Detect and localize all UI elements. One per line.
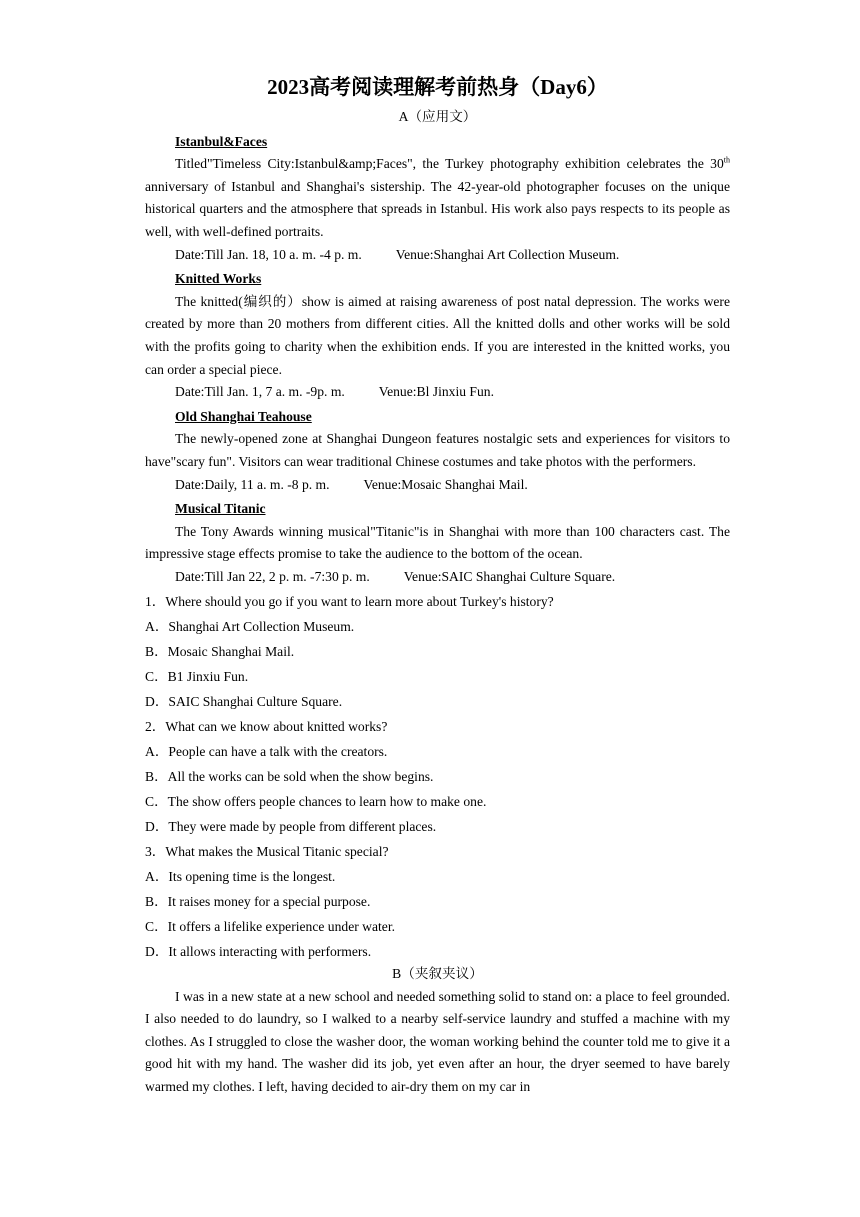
option-1a: A．Shanghai Art Collection Museum. (145, 619, 355, 635)
item-venue: Venue:SAIC Shanghai Culture Square. (403, 568, 616, 584)
item-info-titanic (175, 566, 730, 589)
item-desc-titanic: The Tony Awards winning musical"Titanic"is in Shanghai with more than 100 characters cast. The impressive stage effects promise to take the audience to the bottom of the ocean. (145, 523, 730, 562)
option-1c: C．B1 Jinxiu Fun. (145, 669, 249, 685)
option-1b: B．Mosaic Shanghai Mail. (145, 644, 295, 660)
item-title-knitted: Knitted Works (175, 271, 262, 287)
passage-a-label: A（应用文） (398, 109, 477, 124)
item-info-knitted (175, 381, 730, 404)
item-info-istanbul (175, 244, 730, 267)
option-2a: A．People can have a talk with the creators. (145, 744, 388, 760)
document-page (145, 72, 730, 1099)
passage-b-text: I was in a new state at a new school and needed something solid to stand on: a place to feel grounded. I also needed to do laundry, so I walked to a nearby self-service laundry and stuffed a machine with my clothes. As I struggled to close the washer door, the woman working behind the counter told me to give it a good hit with my hand. The washer did its job, yet even after an hour, the dryer seemed to have barely warmed my clothes. I left, having decided to air-dry them on my car in (145, 988, 730, 1095)
item-venue: Venue:Shanghai Art Collection Museum. (395, 246, 620, 262)
option-3a: A．Its opening time is the longest. (145, 869, 336, 885)
option-2c: C．The show offers people chances to learn how to make one. (145, 794, 487, 809)
item-title-istanbul: Istanbul&Faces (175, 133, 268, 149)
item-desc-istanbul: Titled"Timeless City:Istanbul&amp;Faces", the Turkey photography exhibition celebrates the 30th anniversary of Istanbul and Shanghai's sistership. The 42-year-old photographer focuses on the unique historical quarters and the atmosphere that spreads in Istanbul. His work also pays respects to its people as well, with well-defined portraits. (145, 155, 730, 239)
question-1: 1．Where should you go if you want to learn more about Turkey's history? (145, 594, 554, 610)
item-title-teahouse: Old Shanghai Teahouse (175, 408, 312, 424)
item-title-titanic: Musical Titanic (175, 501, 266, 517)
page-title: 2023高考阅读理解考前热身（Day6） (267, 75, 608, 99)
item-info-teahouse (175, 474, 730, 497)
option-3b: B．It raises money for a special purpose. (145, 893, 371, 909)
item-date: Date:Till Jan. 18, 10 a. m. -4 p. m. (175, 246, 362, 262)
option-3d: D．It allows interacting with performers. (145, 943, 372, 959)
item-date: Date:Till Jan 22, 2 p. m. -7:30 p. m. (175, 568, 370, 584)
item-date: Date:Daily, 11 a. m. -8 p. m. (175, 476, 330, 492)
question-3: 3．What makes the Musical Titanic special? (145, 844, 389, 860)
item-date: Date:Till Jan. 1, 7 a. m. -9p. m. (175, 384, 345, 400)
item-venue: Venue:Mosaic Shanghai Mail. (363, 476, 528, 492)
option-3c: C．It offers a lifelike experience under water. (145, 918, 395, 934)
item-venue: Venue:Bl Jinxiu Fun. (378, 384, 494, 400)
item-desc-teahouse: The newly-opened zone at Shanghai Dungeon features nostalgic sets and experiences for visitors to have"scary fun". Visitors can wear traditional Chinese costumes and take photos with the performers. (145, 431, 730, 469)
item-desc-knitted: The knitted(编织的）show is aimed at raising awareness of post natal depression. The works were created by more than 20 mothers from different cities. All the knitted dolls and other works will be sold with the profits going to charity when the exhibition ends. If you are interested in the knitted works, you can order a special piece. (145, 293, 730, 377)
passage-b-label: B（夹叙夹议） (392, 966, 483, 982)
option-2d: D．They were made by people from different places. (145, 818, 437, 834)
question-2: 2．What can we know about knitted works? (145, 719, 388, 735)
option-1d: D．SAIC Shanghai Culture Square. (145, 694, 343, 710)
option-2b: B．All the works can be sold when the show begins. (145, 769, 434, 785)
